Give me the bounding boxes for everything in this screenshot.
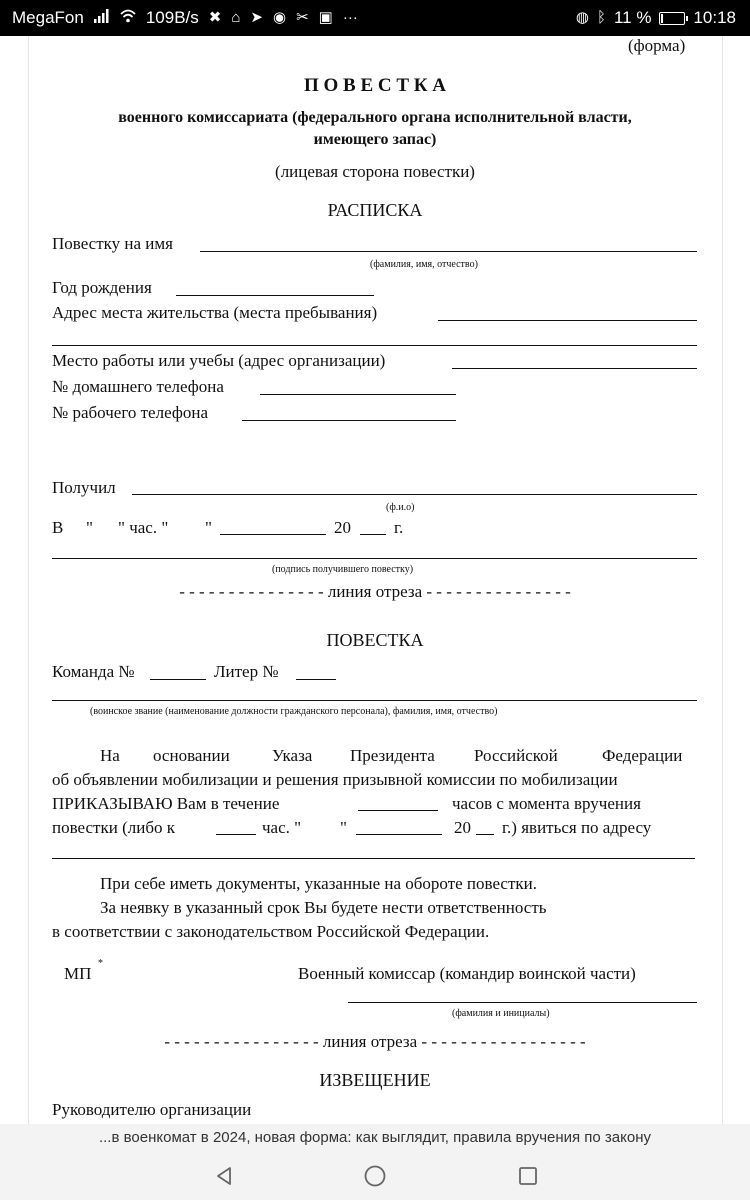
birth-year-line	[176, 295, 374, 296]
clock: 10:18	[693, 8, 736, 27]
recents-button[interactable]	[510, 1162, 546, 1194]
mp-label: МП	[64, 964, 92, 983]
address-line-1	[438, 320, 697, 321]
date-year: 20	[334, 518, 351, 537]
para-line-4a: повестки (либо к	[52, 818, 175, 837]
home-phone-label: № домашнего телефона	[52, 377, 224, 396]
network-speed: 109B/s	[145, 8, 199, 27]
recents-icon	[517, 1165, 539, 1192]
liter-label: Литер №	[214, 662, 279, 681]
bluetooth-icon: ᛒ	[596, 9, 606, 26]
para-word-6: Федерации	[602, 746, 683, 765]
notice-title: ИЗВЕЩЕНИЕ	[319, 1070, 431, 1090]
signature-hint: (подпись получившего повестку)	[272, 564, 414, 575]
document-viewer[interactable]	[0, 36, 750, 1124]
address-label: Адрес места жительства (места пребывания)	[52, 303, 378, 322]
address-report-line	[52, 858, 695, 859]
fio-hint: (ф.и.о)	[386, 502, 415, 513]
deadline-month-line	[356, 834, 442, 835]
back-button[interactable]	[206, 1162, 242, 1194]
back-icon	[213, 1165, 235, 1192]
image-caption[interactable]: ...в военкомат в 2024, новая форма: как выглядит, правила вручения по закону	[0, 1124, 750, 1156]
name-field-line	[200, 251, 697, 252]
para-word-3: Указа	[272, 746, 313, 765]
battery-percent: 11 %	[613, 8, 652, 27]
hours-line	[358, 810, 438, 811]
work-phone-line	[242, 420, 456, 421]
carrier-name: MegaFon	[12, 8, 84, 27]
cut-line-1: - - - - - - - - - - - - - - - линия отреза - - - - - - - - - - - - - - -	[179, 582, 571, 601]
para-word-1: На	[100, 746, 120, 765]
home-notification-icon: ⌂	[231, 9, 241, 26]
para-line-2: об объявлении мобилизации и решения призывной комиссии по мобилизации	[52, 770, 618, 789]
telegram-icon: ➤	[250, 9, 263, 26]
date-quote-1: "	[86, 518, 93, 537]
signature-line	[52, 558, 697, 559]
address-line-2	[52, 345, 697, 346]
liability-line-1: За неявку в указанный срок Вы будете нести ответственность	[100, 898, 547, 917]
para-line-4d: 20	[454, 818, 471, 837]
cut-line-2: - - - - - - - - - - - - - - - - линия отреза - - - - - - - - - - - - - - - - -	[164, 1032, 586, 1051]
more-notifications-icon: ···	[342, 9, 358, 26]
birth-year-label: Год рождения	[52, 278, 152, 297]
status-bar	[0, 0, 750, 36]
liter-line	[296, 679, 336, 680]
date-g: г.	[394, 518, 404, 537]
notice-recipient: Руководителю организации	[52, 1100, 252, 1119]
team-label: Команда №	[52, 662, 135, 681]
commissar-label: Военный комиссар (командир воинской части)	[298, 964, 636, 983]
para-line-4e: г.) явиться по адресу	[502, 818, 652, 837]
rank-line	[52, 700, 697, 701]
workplace-label: Место работы или учебы (адрес организации)	[52, 351, 386, 370]
home-phone-line	[260, 394, 456, 395]
notification-x-icon: ✖	[208, 9, 222, 26]
wifi-icon	[120, 9, 136, 28]
deadline-year-line	[476, 834, 494, 835]
summons-title: ПОВЕСТКА	[326, 630, 424, 650]
received-line	[132, 494, 697, 495]
mp-mark: *	[98, 958, 103, 969]
documents-line: При себе иметь документы, указанные на обороте повестки.	[100, 874, 538, 893]
para-line-4c: "	[340, 818, 347, 837]
home-button[interactable]	[357, 1162, 393, 1194]
navigation-bar	[0, 1156, 750, 1200]
form-label: (форма)	[628, 36, 686, 55]
para-line-3b: часов с момента вручения	[452, 794, 641, 813]
para-word-4: Президента	[350, 746, 435, 765]
date-hour: " час. "	[118, 518, 169, 537]
para-word-2: основании	[153, 746, 230, 765]
front-side-note: (лицевая сторона повестки)	[275, 162, 475, 181]
document-subtitle-2: имеющего запас)	[313, 131, 437, 148]
para-line-4b: час. "	[262, 818, 302, 837]
liability-line-2: в соответствии с законодательством Российской Федерации.	[52, 922, 490, 941]
battery-icon	[659, 12, 685, 25]
received-label: Получил	[52, 478, 116, 497]
name-hint: (фамилия, имя, отчество)	[370, 259, 478, 270]
vibrate-icon: ◍	[575, 9, 589, 26]
date-month-line	[220, 534, 326, 535]
initials-hint: (фамилия и инициалы)	[452, 1008, 550, 1019]
para-line-3a: ПРИКАЗЫВАЮ Вам в течение	[52, 794, 280, 813]
document-subtitle-1: военного комиссариата (федерального органа исполнительной власти,	[118, 109, 632, 126]
name-label: Повестку на имя	[52, 234, 173, 253]
chrome-icon: ◉	[272, 9, 287, 26]
receipt-title: РАСПИСКА	[327, 200, 423, 220]
team-line	[150, 679, 206, 680]
workplace-line	[452, 368, 697, 369]
calendar-icon: ▣	[318, 9, 333, 26]
date-quote-3: "	[205, 518, 212, 537]
date-v: В	[52, 518, 64, 537]
date-year-line	[360, 534, 386, 535]
document-title: П О В Е С Т К А	[303, 75, 447, 96]
deadline-hour-line	[216, 834, 256, 835]
tools-icon: ✂	[296, 9, 309, 26]
commissar-signature-line	[348, 1002, 697, 1003]
work-phone-label: № рабочего телефона	[52, 403, 208, 422]
home-icon	[363, 1164, 387, 1193]
signal-icon	[94, 9, 110, 28]
rank-hint: (воинское звание (наименование должности гражданского персонала), фамилия, имя, отчество)	[90, 706, 498, 717]
para-word-5: Российской	[474, 746, 558, 765]
